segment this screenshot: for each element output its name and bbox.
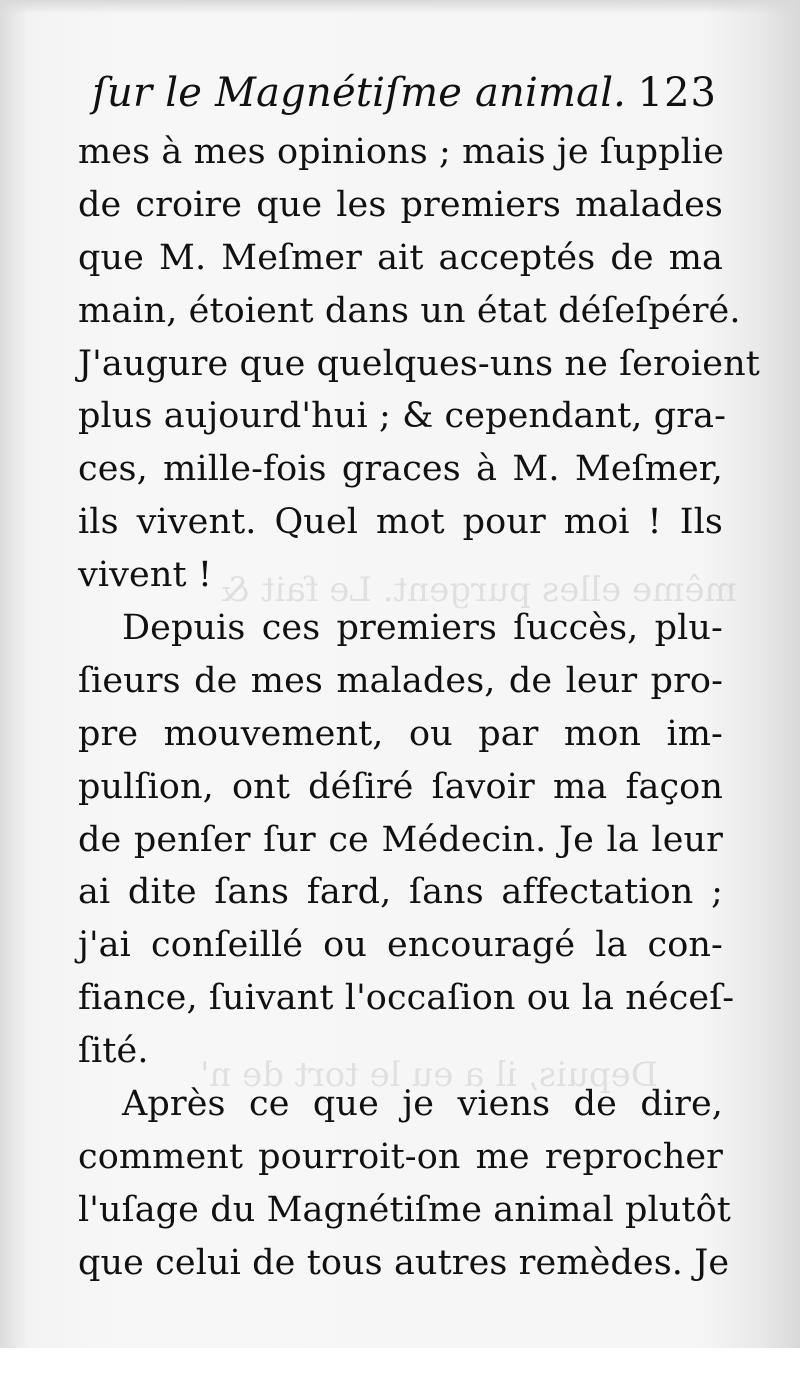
page-top-edge xyxy=(0,0,800,14)
text-line: de penſer ſur ce Médecin. Je la leur xyxy=(78,819,723,860)
text-line: plus aujourd'hui ; & cependant, gra- xyxy=(78,396,726,437)
page-number: 123 xyxy=(637,70,717,116)
text-line: de croire que les premiers malades xyxy=(78,184,723,225)
show-through-text-1: même elles purgent. Le fait & xyxy=(220,570,737,610)
text-line: mes à mes opinions ; mais je ſupplie xyxy=(78,132,725,172)
running-head xyxy=(78,60,723,126)
text-line: que celui de tous autres remèdes. Je xyxy=(78,1242,730,1283)
page-bottom-margin xyxy=(0,1348,800,1388)
text-line: ces, mille-fois graces à M. Meſmer, xyxy=(78,449,723,490)
paragraph-first-line: Depuis ces premiers ſuccès, plu- xyxy=(122,608,723,649)
text-line: l'uſage du Magnétiſme animal plutôt xyxy=(78,1189,731,1230)
page-text-block xyxy=(78,60,760,1290)
text-line: main, étoient dans un état déſeſpéré. xyxy=(78,290,741,331)
text-line: pre mouvement, ou par mon im- xyxy=(78,713,723,754)
text-line: ai dite ſans fard, ſans affectation ; xyxy=(78,872,723,913)
text-line: j'ai conſeillé ou encouragé la con- xyxy=(78,925,723,966)
running-title: ſur le Magnétiſme animal. xyxy=(92,70,627,116)
body-text xyxy=(78,126,760,1290)
text-line: ſité. xyxy=(78,1031,149,1072)
text-line: ſieurs de mes malades, de leur pro- xyxy=(78,660,723,701)
text-line: comment pourroit-on me reprocher xyxy=(78,1136,723,1177)
show-through-text-2: Depuis, il a eu le tort de n' xyxy=(200,1055,659,1095)
paragraph-first-line: Après ce que je viens de dire, xyxy=(122,1084,723,1125)
text-line: J'augure que quelques-uns ne ſeroient xyxy=(78,343,760,384)
text-line: que M. Meſmer ait acceptés de ma xyxy=(78,237,723,278)
text-line: ils vivent. Quel mot pour moi ! Ils xyxy=(78,502,723,543)
text-line: fiance, ſuivant l'occaſion ou la néceſ- xyxy=(78,978,735,1019)
text-line: pulſion, ont déſiré ſavoir ma façon xyxy=(78,766,723,807)
text-line: vivent ! xyxy=(78,555,213,596)
